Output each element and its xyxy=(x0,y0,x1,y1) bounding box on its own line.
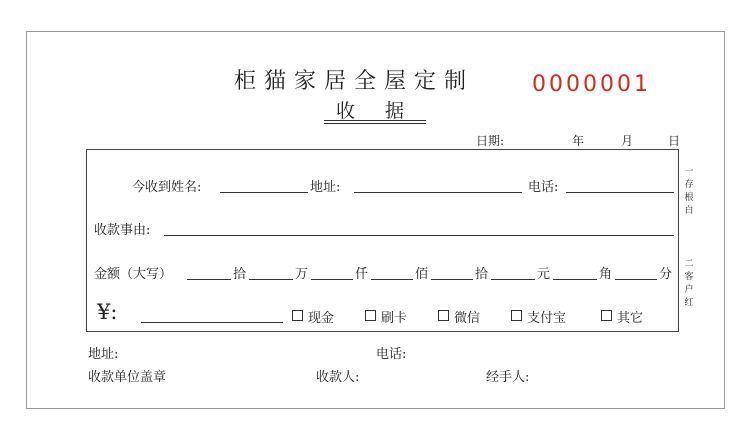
address-label: 地址: xyxy=(310,180,341,195)
footer-address-label: 地址: xyxy=(88,347,119,362)
wechat-label: 微信 xyxy=(454,311,481,326)
amount-field-7[interactable] xyxy=(553,279,597,280)
date-day-label: 日 xyxy=(668,134,681,148)
amount-field-2[interactable] xyxy=(249,279,293,280)
subtitle-underline-double xyxy=(324,123,426,124)
unit-label: 分 xyxy=(659,267,673,282)
date-month-label: 月 xyxy=(621,134,634,148)
side-note-char: 一 xyxy=(684,167,694,177)
phone-field[interactable] xyxy=(566,192,674,193)
unit-label: 万 xyxy=(295,267,309,282)
footer-phone-label: 电话: xyxy=(376,347,407,362)
cash-label: 现金 xyxy=(308,311,335,326)
side-note-char: 户 xyxy=(684,285,694,295)
other-label: 其它 xyxy=(617,311,644,326)
amount-field-6[interactable] xyxy=(491,279,535,280)
amount-words-label: 金额（大写） xyxy=(94,267,173,282)
unit-label: 元 xyxy=(537,267,551,282)
amount-field-5[interactable] xyxy=(431,279,473,280)
reason-label: 收款事由: xyxy=(94,223,151,238)
copy-note-stub-white xyxy=(682,166,696,218)
receipt-title: 柜猫家居全屋定制 xyxy=(234,69,475,94)
amount-field-1[interactable] xyxy=(187,279,231,280)
payer-name-label: 今收到姓名: xyxy=(132,180,202,195)
unit-label: 仟 xyxy=(355,267,369,282)
date-year-label: 年 xyxy=(572,134,585,148)
phone-label: 电话: xyxy=(528,180,559,195)
reason-field[interactable] xyxy=(164,235,674,236)
payee-label: 收款人: xyxy=(316,370,360,385)
stamp-label: 收款单位盖章 xyxy=(88,370,167,385)
subtitle-char-1: 收 xyxy=(336,100,356,122)
other-checkbox[interactable] xyxy=(601,310,612,321)
side-note-char: 红 xyxy=(684,298,694,308)
unit-label: 佰 xyxy=(415,267,429,282)
side-note-char: 二 xyxy=(684,259,694,269)
handler-label: 经手人: xyxy=(486,370,530,385)
side-note-char: 存 xyxy=(684,180,694,190)
card-checkbox[interactable] xyxy=(365,310,376,321)
cash-checkbox[interactable] xyxy=(292,310,303,321)
amount-figures-field[interactable] xyxy=(141,322,283,323)
serial-number: 0000001 xyxy=(532,72,651,97)
yen-label: ¥: xyxy=(97,300,118,324)
wechat-checkbox[interactable] xyxy=(438,310,449,321)
side-note-char: 根 xyxy=(684,193,694,203)
side-note-char: 客 xyxy=(684,272,694,282)
copy-note-customer-red xyxy=(682,258,696,310)
payer-name-field[interactable] xyxy=(220,192,308,193)
side-note-char: 白 xyxy=(684,206,694,216)
amount-field-4[interactable] xyxy=(371,279,413,280)
alipay-label: 支付宝 xyxy=(527,311,567,326)
card-label: 刷卡 xyxy=(381,311,408,326)
amount-field-8[interactable] xyxy=(615,279,657,280)
receipt-subtitle xyxy=(336,96,404,123)
unit-label: 拾 xyxy=(233,267,247,282)
subtitle-char-2: 据 xyxy=(385,100,405,122)
alipay-checkbox[interactable] xyxy=(511,310,522,321)
unit-label: 拾 xyxy=(475,267,489,282)
address-field[interactable] xyxy=(354,192,522,193)
subtitle-underline xyxy=(324,120,426,121)
unit-label: 角 xyxy=(599,267,613,282)
date-label: 日期: xyxy=(476,134,505,148)
amount-field-3[interactable] xyxy=(311,279,353,280)
